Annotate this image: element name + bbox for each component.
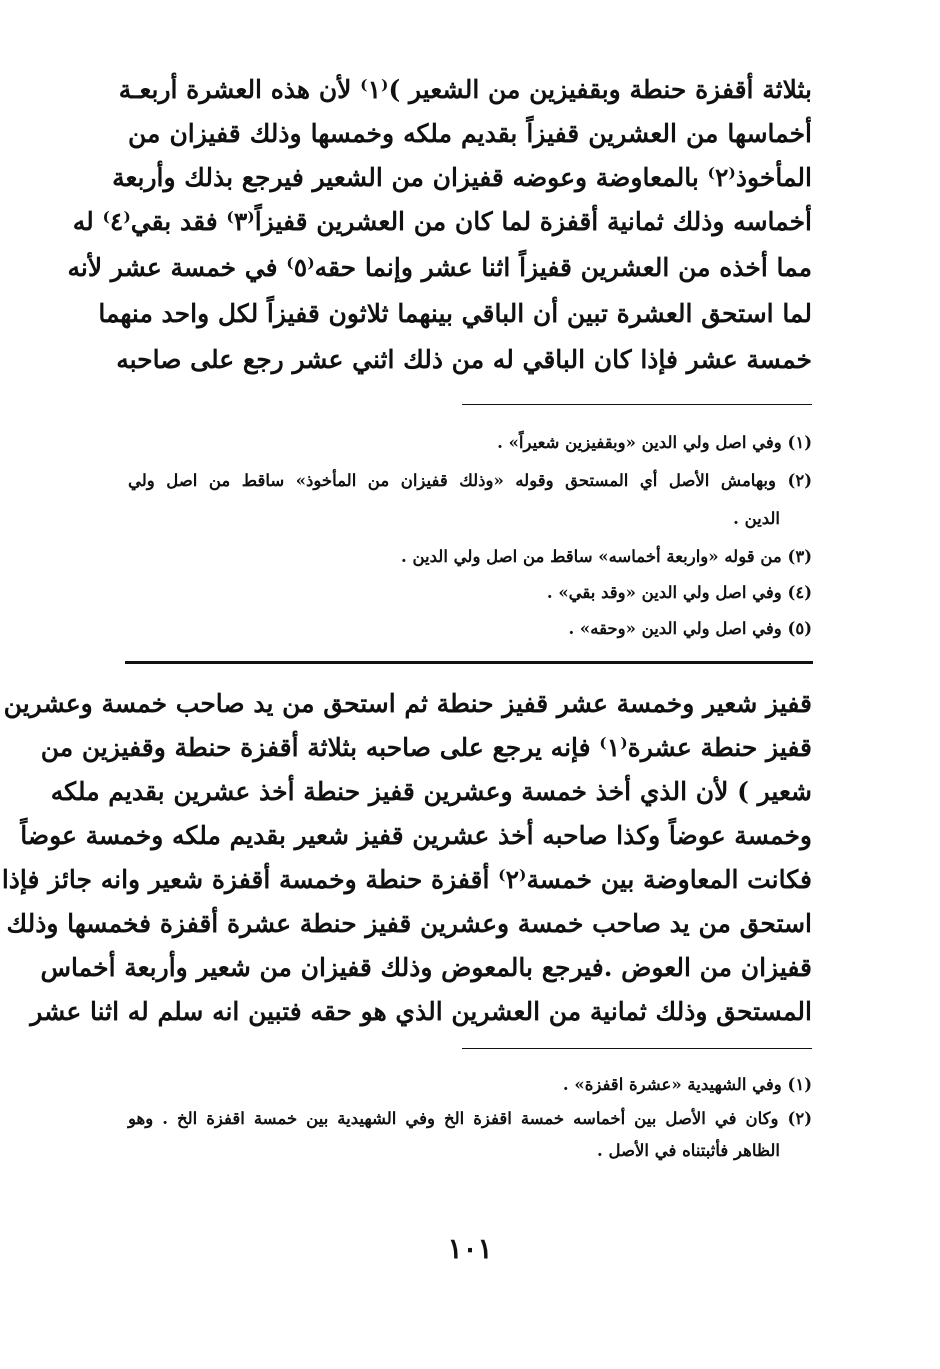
section-divider xyxy=(125,661,813,664)
text-line: قفيز شعير وخمسة عشر قفيز حنطة ثم استحق من يد صاحب خمسة وعشرين xyxy=(3,689,812,718)
text-line: مما أخذه من العشرين قفيزاً اثنا عشر وإنما حقه⁽٥⁾ في خمسة عشر لأنه xyxy=(67,253,812,282)
page-number: ١٠١ xyxy=(447,1232,493,1265)
text-line: قفيز حنطة عشرة⁽١⁾ فإنه يرجع على صاحبه بثلاثة أقفزة حنطة وقفيزين من xyxy=(40,733,812,762)
text-line: شعير ) لأن الذي أخذ خمسة وعشرين قفيز حنطة أخذ عشرين بقديم ملكه xyxy=(50,777,812,806)
text-line: فكانت المعاوضة بين خمسة⁽٢⁾ أقفزة حنطة وخمسة أقفزة شعير وانه جائز فإذا xyxy=(1,865,812,894)
text-line: المأخوذ⁽٢⁾ بالمعاوضة وعوضه قفيزان من الشعير فيرجع بذلك وأربعة xyxy=(112,163,812,192)
text-line: أخماسه وذلك ثمانية أقفزة لما كان من العشرين قفيزاً⁽٣⁾ فقد بقي⁽٤⁾ له xyxy=(72,207,812,236)
footnote: (١) وفي الشهيدية «عشرة اقفزة» . xyxy=(562,1075,812,1094)
text-line: أخماسها من العشرين قفيزاً بقديم ملكه وخمسها وذلك قفيزان من xyxy=(128,119,812,148)
text-line: خمسة عشر فإذا كان الباقي له من ذلك اثني عشر رجع على صاحبه xyxy=(116,345,812,374)
footnote: (٢) وكان في الأصل بين أخماسه خمسة اقفزة الخ وفي الشهيدية بين خمسة اقفزة الخ . وهو xyxy=(128,1109,812,1128)
footnote: (٥) وفي اصل ولي الدين «وحقه» . xyxy=(568,619,812,638)
footnote: (٣) من قوله «واربعة أخماسه» ساقط من اصل ولي الدين . xyxy=(401,547,812,566)
footnote: (١) وفي اصل ولي الدين «وبقفيزين شعيراً» . xyxy=(497,433,812,452)
footnote-separator xyxy=(462,1048,812,1049)
text-line: المستحق وذلك ثمانية من العشرين الذي هو حقه فتبين انه سلم له اثنا عشر xyxy=(30,997,812,1026)
footnote: (٤) وفي اصل ولي الدين «وقد بقي» . xyxy=(546,583,812,602)
text-line: قفيزان من العوض .فيرجع بالمعوض وذلك قفيزان من شعير وأربعة أخماس xyxy=(40,953,812,982)
text-line: استحق من يد صاحب خمسة وعشرين قفيز حنطة عشرة أقفزة فخمسها وذلك xyxy=(6,909,812,938)
footnote-continuation: الظاهر فأثبتناه في الأصل . xyxy=(597,1141,780,1160)
footnote-separator xyxy=(462,404,812,405)
footnote-continuation: الدين . xyxy=(733,509,780,528)
footnote: (٢) وبهامش الأصل أي المستحق وقوله «وذلك قفيزان من المأخوذ» ساقط من اصل ولي xyxy=(128,471,812,490)
text-line: بثلاثة أقفزة حنطة وبقفيزين من الشعير )⁽١⁾ لأن هذه العشرة أربعـة xyxy=(118,75,812,104)
text-line: وخمسة عوضاً وكذا صاحبه أخذ عشرين قفيز شعير بقديم ملكه وخمسة عوضاً xyxy=(20,821,812,850)
text-line: لما استحق العشرة تبين أن الباقي بينهما ثلاثون قفيزاً لكل واحد منهما xyxy=(98,299,812,328)
